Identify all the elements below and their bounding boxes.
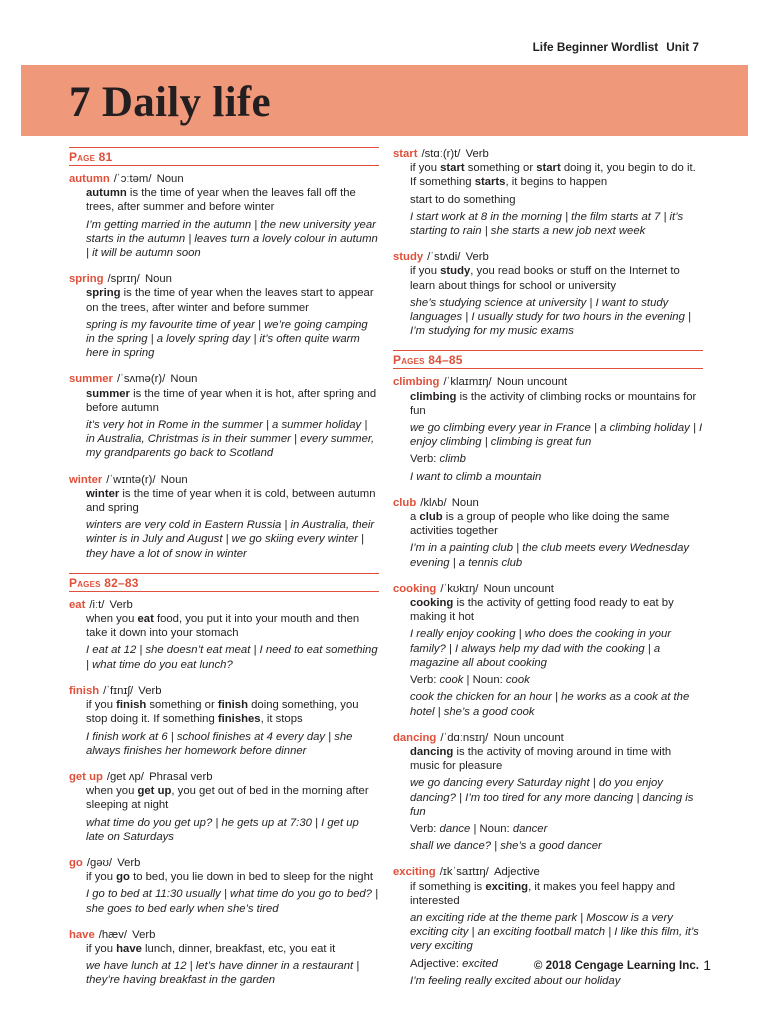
definition: dancing is the activity of moving around in time with music for pleasure <box>410 745 672 773</box>
pronunciation: /ˈklaɪmɪŋ/ <box>443 376 492 389</box>
examples: we go dancing every Saturday night | do you enjoy dancing? | I’m too tired for any more dancing | dancing is fun <box>410 777 694 818</box>
page-number: 1 <box>703 957 711 973</box>
entry-start <box>393 147 703 238</box>
left-column <box>69 147 379 1000</box>
pronunciation: /hæv/ <box>98 928 128 941</box>
part-of-speech: Noun <box>156 173 184 185</box>
headword: dancing <box>393 731 437 744</box>
pronunciation: /ɡəʊ/ <box>86 856 113 869</box>
headword: get up <box>69 770 103 783</box>
definition: if you finish something or finish doing something, you stop doing it. If something finishes, it stops <box>86 699 359 726</box>
part-of-speech: Verb <box>465 251 489 264</box>
part-of-speech: Verb <box>132 928 156 941</box>
pronunciation: /sprɪŋ/ <box>107 273 140 286</box>
definition: climbing is the activity of climbing rocks or mountains for fun <box>410 390 697 417</box>
part-of-speech: Noun uncount <box>493 731 564 744</box>
definition: if you study, you read books or stuff on the Internet to learn about things for school or university <box>410 265 680 292</box>
part-of-speech: Noun <box>144 273 172 286</box>
examples: it’s very hot in Rome in the summer | a summer holiday | in Australia, Christmas is in their summer | every summer, my grandparents go back to Scotland <box>86 419 375 460</box>
usage-pattern: start to do something <box>410 193 516 206</box>
examples-related: I’m feeling really excited about our holiday <box>410 974 621 987</box>
examples: I eat at 12 | she doesn’t eat meat | I need to eat something | what time do you eat lunch? <box>86 644 378 671</box>
definition: spring is the time of year when the leaves start to appear on the trees, after winter and before summer <box>86 287 374 314</box>
pronunciation: /klʌb/ <box>420 496 447 509</box>
headword: study <box>393 251 424 264</box>
part-of-speech: Verb <box>138 684 162 697</box>
definition: winter is the time of year when it is cold, between autumn and spring <box>86 487 376 515</box>
section-heading-pages-84-85: Pages 84–85 <box>393 350 703 369</box>
unit-label: Unit 7 <box>666 40 699 54</box>
right-column <box>393 147 703 1000</box>
part-of-speech: Phrasal verb <box>149 770 213 783</box>
headword: start <box>393 148 418 160</box>
entry-eat <box>69 598 379 672</box>
entry-get-up <box>69 770 379 844</box>
running-head <box>533 40 699 54</box>
part-of-speech: Noun uncount <box>483 582 554 595</box>
entry-winter <box>69 473 379 561</box>
definition: if you start something or start doing it, you begin to do it. If something starts, it begins to happen <box>410 162 696 189</box>
examples: I really enjoy cooking | who does the cooking in your family? | I always help my dad with the cooking | a magazine all about cooking <box>410 628 672 669</box>
pronunciation: /ˈdɑːnsɪŋ/ <box>440 731 489 744</box>
examples: we have lunch at 12 | let’s have dinner in a restaurant | they’re having breakfast in the garden <box>86 960 360 987</box>
headword: eat <box>69 598 86 611</box>
copyright: © 2018 Cengage Learning Inc. <box>533 959 699 972</box>
part-of-speech: Noun <box>451 496 479 509</box>
part-of-speech: Noun <box>160 473 188 486</box>
pronunciation: /ˈfɪnɪʃ/ <box>103 684 134 697</box>
headword: spring <box>69 273 104 286</box>
examples-related: cook the chicken for an hour | he works as a cook at the hotel | she’s a good cook <box>410 691 690 718</box>
related-forms: Adjective: excited <box>410 957 498 970</box>
part-of-speech: Verb <box>109 598 133 611</box>
headword: club <box>393 496 417 509</box>
entry-climbing <box>393 375 703 483</box>
examples: she’s studying science at university | I want to study languages | I usually study for two hours in the evening | I’m studying for my music exams <box>410 296 691 338</box>
examples: I go to bed at 11:30 usually | what time do you go to bed? | she goes to bed early when she’s tired <box>86 888 379 915</box>
pronunciation: /ɪkˈsaɪtɪŋ/ <box>439 866 489 879</box>
examples: I’m getting married in the autumn | the new university year starts in the autumn | leaves turn a lovely colour in autumn | it will be autumn soon <box>86 218 378 260</box>
pronunciation: /ɡet ʌp/ <box>106 770 144 783</box>
entry-finish <box>69 684 379 758</box>
examples: I finish work at 6 | school finishes at 4 every day | she always finishes her homework before dinner <box>86 730 353 757</box>
entry-cooking <box>393 582 703 719</box>
part-of-speech: Verb <box>465 148 489 160</box>
pronunciation: /ˈkʊkɪŋ/ <box>440 582 479 595</box>
entry-go <box>69 856 379 916</box>
definition: when you eat food, you put it into your mouth and then take it down into your stomach <box>86 613 360 640</box>
examples: I’m in a painting club | the club meets every Wednesday evening | a tennis club <box>410 542 690 569</box>
part-of-speech: Adjective <box>493 866 540 879</box>
wordlist-title: Life Beginner Wordlist <box>532 40 659 54</box>
related-forms: Verb: cook | Noun: cook <box>410 674 530 687</box>
definition: when you get up, you get out of bed in the morning after sleeping at night <box>86 785 369 812</box>
headword: autumn <box>69 173 110 185</box>
section-heading-page-81: Page 81 <box>69 147 379 166</box>
definition: if you have lunch, dinner, breakfast, etc, you eat it <box>86 942 336 955</box>
examples: winters are very cold in Eastern Russia | in Australia, their winter is in July and August | we go skiing every winter | they have a lot of snow in winter <box>86 519 375 560</box>
unit-title: 7 Daily life <box>69 79 271 126</box>
entry-have <box>69 928 379 988</box>
headword: finish <box>69 684 100 697</box>
entry-autumn <box>69 172 379 260</box>
definition: if you go to bed, you lie down in bed to sleep for the night <box>86 871 374 884</box>
headword: climbing <box>393 376 440 389</box>
headword: cooking <box>393 582 437 595</box>
examples-related: shall we dance? | she’s a good dancer <box>410 840 602 853</box>
related-forms: Verb: dance | Noun: dancer <box>410 822 548 835</box>
section-heading-pages-82-83: Pages 82–83 <box>69 573 379 592</box>
entry-study <box>393 250 703 338</box>
pronunciation: /ˈwɪntə(r)/ <box>106 473 156 486</box>
unit-banner <box>21 65 748 136</box>
headword: exciting <box>393 866 436 879</box>
examples: we go climbing every year in France | a climbing holiday | I enjoy climbing | climbing is great fun <box>410 422 703 449</box>
part-of-speech: Verb <box>117 856 141 869</box>
definition: if something is exciting, it makes you feel happy and interested <box>410 880 676 907</box>
definition: a club is a group of people who like doing the same activities together <box>410 511 670 538</box>
examples: I start work at 8 in the morning | the film starts at 7 | it’s starting to rain | she starts a new job next week <box>410 210 684 238</box>
examples-related: I want to climb a mountain <box>410 470 542 483</box>
definition: summer is the time of year when it is hot, after spring and before autumn <box>86 387 377 414</box>
entry-club <box>393 496 703 570</box>
pronunciation: /iːt/ <box>89 598 105 611</box>
examples: an exciting ride at the theme park | Moscow is a very exciting city | an exciting football match | I like this film, it’s very exciting <box>410 911 699 953</box>
pronunciation: /ˈstʌdi/ <box>427 251 461 264</box>
examples: spring is my favourite time of year | we’re going camping in the spring | a lovely spring day | it’s often quite warm here in spring <box>86 318 368 360</box>
entry-summer <box>69 372 379 460</box>
definition: cooking is the activity of getting food ready to eat by making it hot <box>410 597 674 624</box>
examples: what time do you get up? | he gets up at 7:30 | I get up late on Saturdays <box>86 816 359 843</box>
headword: winter <box>69 473 103 486</box>
entry-dancing <box>393 731 703 854</box>
definition: autumn is the time of year when the leaves fall off the trees, after summer and before winter <box>86 187 356 214</box>
headword: summer <box>69 373 113 386</box>
part-of-speech: Noun <box>170 373 198 386</box>
pronunciation: /ˈɔːtəm/ <box>113 173 152 185</box>
part-of-speech: Noun uncount <box>496 376 568 389</box>
related-forms: Verb: climb <box>410 453 466 466</box>
entry-spring <box>69 272 379 360</box>
headword: go <box>69 856 83 869</box>
pronunciation: /ˈsʌmə(r)/ <box>116 373 166 386</box>
headword: have <box>69 928 95 941</box>
pronunciation: /stɑː(r)t/ <box>421 148 461 160</box>
